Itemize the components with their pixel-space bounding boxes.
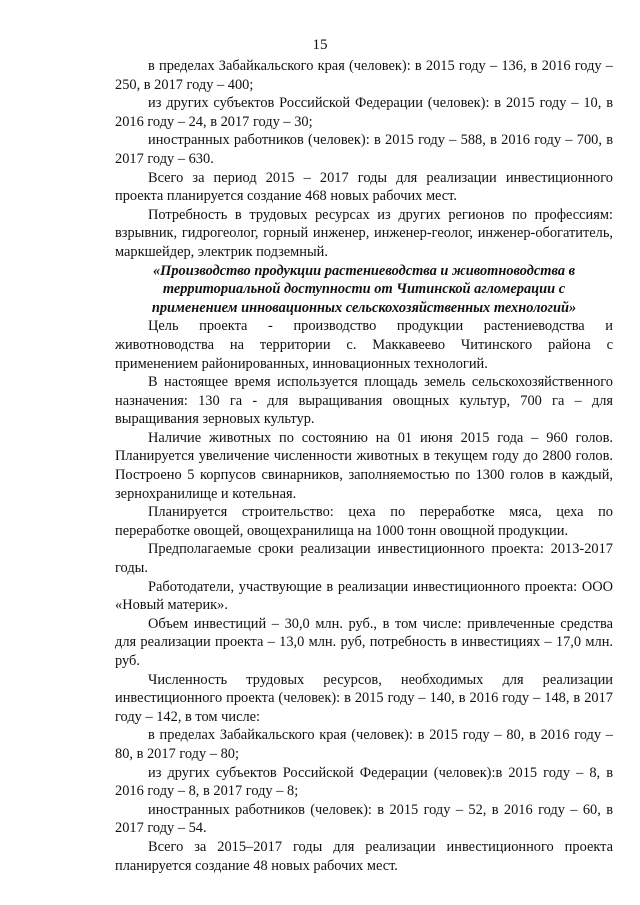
paragraph: В настоящее время используется площадь земель сельскохозяйственного назначения: 130 га - для выращивания овощных культур, 700 га – для выращивания зерновых культур. bbox=[115, 374, 613, 428]
paragraph: иностранных работников (человек): в 2015 году – 588, в 2016 году – 700, в 2017 году – 630. bbox=[115, 132, 613, 167]
paragraph: Планируется строительство: цеха по переработке мяса, цеха по переработке овощей, овощехранилища на 1000 тонн овощной продукции. bbox=[115, 504, 613, 539]
document-body bbox=[115, 57, 613, 875]
paragraph: Всего за 2015–2017 годы для реализации инвестиционного проекта планируется создание 48 новых рабочих мест. bbox=[115, 838, 613, 874]
paragraph: иностранных работников (человек): в 2015 году – 52, в 2016 году – 60, в 2017 году – 54. bbox=[115, 801, 613, 837]
paragraph: в пределах Забайкальского края (человек): в 2015 году – 136, в 2016 году – 250, в 2017 году – 400; bbox=[115, 58, 613, 93]
paragraph: Работодатели, участвующие в реализации инвестиционного проекта: ООО «Новый материк». bbox=[115, 578, 613, 614]
paragraph: из других субъектов Российской Федерации (человек):в 2015 году – 8, в 2016 году – 8, в 2017 году – 8; bbox=[115, 764, 613, 800]
paragraph: Предполагаемые сроки реализации инвестиционного проекта: 2013-2017 годы. bbox=[115, 541, 613, 577]
paragraph: из других субъектов Российской Федерации (человек): в 2015 году – 10, в 2016 году – 24, в 2017 году – 30; bbox=[115, 95, 613, 130]
paragraph: в пределах Забайкальского края (человек): в 2015 году – 80, в 2016 году – 80, в 2017 году – 80; bbox=[115, 727, 613, 762]
paragraph: Объем инвестиций – 30,0 млн. руб., в том числе: привлеченные средства для реализации проекта – 13,0 млн. руб, потребность в инвестициях – 17,0 млн. руб. bbox=[115, 615, 613, 669]
paragraph: Всего за период 2015 – 2017 годы для реализации инвестиционного проекта планируется создание 468 новых рабочих мест. bbox=[115, 169, 613, 205]
project-heading: «Производство продукции растениеводства и животноводства в территориальной доступности от Читинской агломерации с применением инновационных сельскохозяйственных технологий» bbox=[151, 262, 577, 316]
page-number: 15 bbox=[312, 37, 328, 53]
paragraph: Наличие животных по состоянию на 01 июня 2015 года – 960 голов. Планируется увеличение численности животных в текущем году до 2800 голов. Построено 5 корпусов свинарников, заполняемостью по 1300 голов в каждый, зернохранилище и котельная. bbox=[115, 429, 613, 502]
paragraph: Цель проекта - производство продукции растениеводства и животноводства на территории с. Маккавеево Читинского района с применением районированных, инновационных технологий. bbox=[115, 318, 613, 372]
paragraph: Потребность в трудовых ресурсах из других регионов по профессиям: взрывник, гидрогеолог, горный инженер, инженер-геолог, инженер-обогатитель, маркшейдер, электрик подземный. bbox=[115, 206, 613, 260]
paragraph: Численность трудовых ресурсов, необходимых для реализации инвестиционного проекта (человек): в 2015 году – 140, в 2016 году – 148, в 2017 году – 142, в том числе: bbox=[115, 671, 613, 725]
